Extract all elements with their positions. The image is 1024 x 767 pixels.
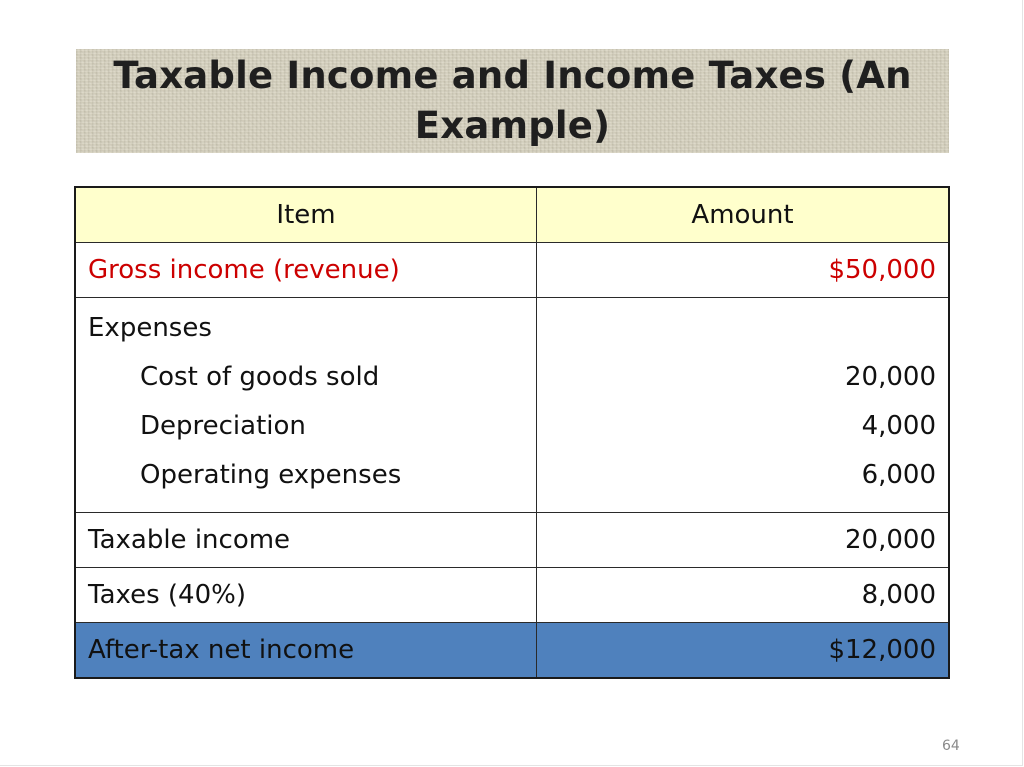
expense-label-operating: Operating expenses <box>140 460 402 490</box>
gross-income-amount: $50,000 <box>537 243 950 298</box>
slide-title: Taxable Income and Income Taxes (An Example) <box>113 54 912 147</box>
table-row-taxes <box>75 568 949 623</box>
expenses-label-cell <box>75 298 537 513</box>
taxable-income-amount: 20,000 <box>537 513 950 568</box>
net-income-amount: $12,000 <box>537 623 950 679</box>
expense-label-depreciation: Depreciation <box>140 411 306 441</box>
table-row-expenses <box>75 298 949 513</box>
expenses-amount-cell <box>537 298 950 513</box>
taxable-income-label: Taxable income <box>75 513 537 568</box>
table-row-taxable-income <box>75 513 949 568</box>
expenses-heading: Expenses <box>88 313 212 343</box>
gross-income-label: Gross income (revenue) <box>75 243 537 298</box>
page-number: 64 <box>942 738 960 754</box>
expense-amount-depreciation: 4,000 <box>861 411 936 441</box>
expense-amount-operating: 6,000 <box>861 460 936 490</box>
expenses-heading-amount-blank <box>549 304 936 353</box>
net-income-label: After-tax net income <box>75 623 537 679</box>
header-item: Item <box>75 187 537 243</box>
expense-label-cost-of-goods: Cost of goods sold <box>140 362 380 392</box>
taxes-amount: 8,000 <box>537 568 950 623</box>
expense-amount-cost-of-goods: 20,000 <box>845 362 936 392</box>
income-tax-table <box>74 186 950 679</box>
table-row-gross-income <box>75 243 949 298</box>
taxes-label: Taxes (40%) <box>75 568 537 623</box>
table-header-row <box>75 187 949 243</box>
header-amount: Amount <box>537 187 950 243</box>
table-row-net-income <box>75 623 949 679</box>
title-banner <box>76 49 949 153</box>
